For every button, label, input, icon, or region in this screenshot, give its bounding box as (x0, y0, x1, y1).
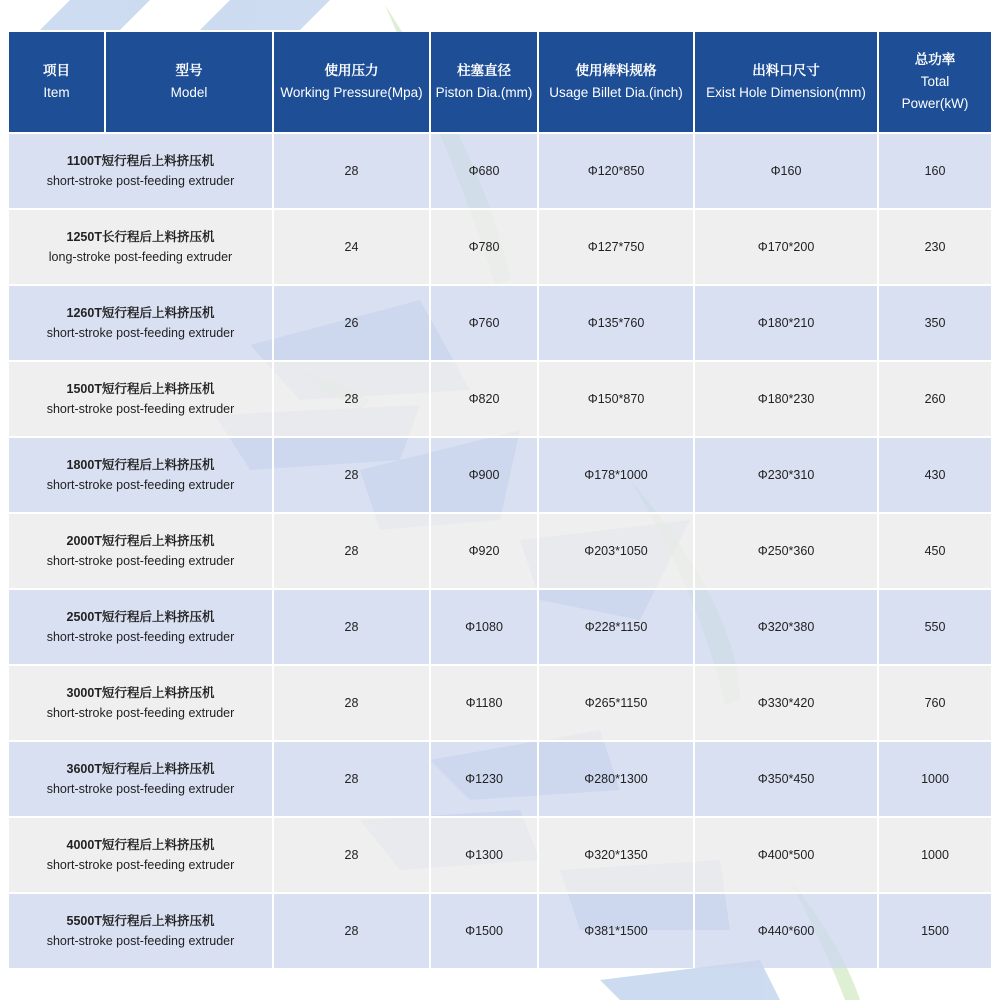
cell-model (9, 132, 274, 208)
cell-piston: Φ1500 (431, 892, 539, 968)
header-pressure-en: Working Pressure(Mpa) (280, 85, 423, 100)
cell-pressure: 26 (274, 284, 431, 360)
cell-pressure: 24 (274, 208, 431, 284)
cell-power: 1000 (879, 816, 991, 892)
cell-pressure: 28 (274, 360, 431, 436)
model-name-en: long-stroke post-feeding extruder (48, 250, 233, 264)
cell-pressure: 28 (274, 664, 431, 740)
cell-hole: Φ170*200 (695, 208, 879, 284)
cell-pressure: 28 (274, 588, 431, 664)
cell-piston: Φ760 (431, 284, 539, 360)
cell-piston: Φ1180 (431, 664, 539, 740)
model-name-zh: 1250T长行程后上料挤压机 (66, 230, 215, 244)
cell-power: 160 (879, 132, 991, 208)
model-name-zh: 2500T短行程后上料挤压机 (66, 610, 215, 624)
header-hole-zh: 出料口尺寸 (752, 63, 820, 78)
model-name-en: short-stroke post-feeding extruder (46, 858, 235, 872)
header-power (879, 32, 991, 132)
header-piston-en: Piston Dia.(mm) (435, 85, 533, 100)
header-item-zh: 项目 (43, 63, 70, 78)
table-row (9, 360, 991, 436)
cell-model (9, 664, 274, 740)
cell-billet: Φ178*1000 (539, 436, 695, 512)
cell-pressure: 28 (274, 892, 431, 968)
model-name-zh: 3600T短行程后上料挤压机 (66, 762, 215, 776)
header-billet (539, 32, 695, 132)
cell-billet: Φ228*1150 (539, 588, 695, 664)
table-row (9, 892, 991, 968)
header-power-zh: 总功率 (914, 52, 956, 67)
cell-power: 760 (879, 664, 991, 740)
model-name-zh: 5500T短行程后上料挤压机 (66, 914, 215, 928)
cell-pressure: 28 (274, 436, 431, 512)
cell-model (9, 436, 274, 512)
cell-hole: Φ330*420 (695, 664, 879, 740)
cell-power: 1000 (879, 740, 991, 816)
cell-model (9, 208, 274, 284)
cell-billet: Φ150*870 (539, 360, 695, 436)
cell-billet: Φ280*1300 (539, 740, 695, 816)
header-item-en: Item (43, 85, 70, 100)
table-row (9, 284, 991, 360)
cell-power: 350 (879, 284, 991, 360)
table-body (9, 132, 991, 968)
table-row (9, 208, 991, 284)
model-name-zh: 1100T短行程后上料挤压机 (66, 154, 215, 168)
cell-piston: Φ780 (431, 208, 539, 284)
cell-power: 1500 (879, 892, 991, 968)
table-row (9, 740, 991, 816)
extruder-spec-table (9, 32, 991, 968)
cell-piston: Φ920 (431, 512, 539, 588)
table-header-row (9, 32, 991, 132)
model-name-en: short-stroke post-feeding extruder (46, 478, 235, 492)
cell-hole: Φ320*380 (695, 588, 879, 664)
header-item (9, 32, 106, 132)
cell-piston: Φ680 (431, 132, 539, 208)
cell-power: 430 (879, 436, 991, 512)
header-power-en1: Total (920, 74, 950, 89)
cell-power: 550 (879, 588, 991, 664)
cell-power: 230 (879, 208, 991, 284)
cell-pressure: 28 (274, 816, 431, 892)
table-row (9, 816, 991, 892)
model-name-zh: 1500T短行程后上料挤压机 (66, 382, 215, 396)
model-name-en: short-stroke post-feeding extruder (46, 554, 235, 568)
model-name-en: short-stroke post-feeding extruder (46, 630, 235, 644)
table-row (9, 132, 991, 208)
cell-piston: Φ820 (431, 360, 539, 436)
cell-billet: Φ265*1150 (539, 664, 695, 740)
table-row (9, 436, 991, 512)
cell-billet: Φ203*1050 (539, 512, 695, 588)
cell-model (9, 360, 274, 436)
table-row (9, 588, 991, 664)
cell-piston: Φ1080 (431, 588, 539, 664)
model-name-en: short-stroke post-feeding extruder (46, 934, 235, 948)
cell-hole: Φ350*450 (695, 740, 879, 816)
cell-billet: Φ135*760 (539, 284, 695, 360)
cell-hole: Φ230*310 (695, 436, 879, 512)
cell-hole: Φ180*210 (695, 284, 879, 360)
model-name-en: short-stroke post-feeding extruder (46, 782, 235, 796)
cell-billet: Φ320*1350 (539, 816, 695, 892)
header-piston-zh: 柱塞直径 (457, 63, 511, 78)
header-power-en2: Power(kW) (901, 96, 969, 111)
cell-hole: Φ440*600 (695, 892, 879, 968)
header-hole-en: Exist Hole Dimension(mm) (706, 85, 866, 100)
header-billet-zh: 使用棒料规格 (575, 63, 657, 78)
model-name-zh: 1260T短行程后上料挤压机 (66, 306, 215, 320)
cell-pressure: 28 (274, 132, 431, 208)
header-model-zh: 型号 (175, 63, 203, 78)
table-row (9, 512, 991, 588)
header-model-en: Model (170, 85, 208, 100)
model-name-zh: 4000T短行程后上料挤压机 (66, 838, 215, 852)
cell-hole: Φ250*360 (695, 512, 879, 588)
model-name-zh: 3000T短行程后上料挤压机 (66, 686, 215, 700)
cell-power: 260 (879, 360, 991, 436)
cell-pressure: 28 (274, 740, 431, 816)
table-row (9, 664, 991, 740)
model-name-en: short-stroke post-feeding extruder (46, 402, 235, 416)
cell-piston: Φ1230 (431, 740, 539, 816)
cell-hole: Φ160 (695, 132, 879, 208)
header-pressure (274, 32, 431, 132)
model-name-zh: 2000T短行程后上料挤压机 (66, 534, 215, 548)
cell-piston: Φ900 (431, 436, 539, 512)
cell-pressure: 28 (274, 512, 431, 588)
cell-model (9, 284, 274, 360)
cell-billet: Φ127*750 (539, 208, 695, 284)
header-pressure-zh: 使用压力 (324, 63, 379, 78)
cell-model (9, 512, 274, 588)
cell-power: 450 (879, 512, 991, 588)
model-name-en: short-stroke post-feeding extruder (46, 326, 235, 340)
model-name-en: short-stroke post-feeding extruder (46, 706, 235, 720)
header-model (106, 32, 274, 132)
cell-billet: Φ381*1500 (539, 892, 695, 968)
header-hole (695, 32, 879, 132)
cell-model (9, 816, 274, 892)
header-piston (431, 32, 539, 132)
cell-model (9, 740, 274, 816)
model-name-zh: 1800T短行程后上料挤压机 (66, 458, 215, 472)
header-billet-en: Usage Billet Dia.(inch) (549, 85, 683, 100)
model-name-en: short-stroke post-feeding extruder (46, 174, 235, 188)
cell-hole: Φ180*230 (695, 360, 879, 436)
cell-billet: Φ120*850 (539, 132, 695, 208)
cell-model (9, 892, 274, 968)
cell-piston: Φ1300 (431, 816, 539, 892)
cell-hole: Φ400*500 (695, 816, 879, 892)
cell-model (9, 588, 274, 664)
